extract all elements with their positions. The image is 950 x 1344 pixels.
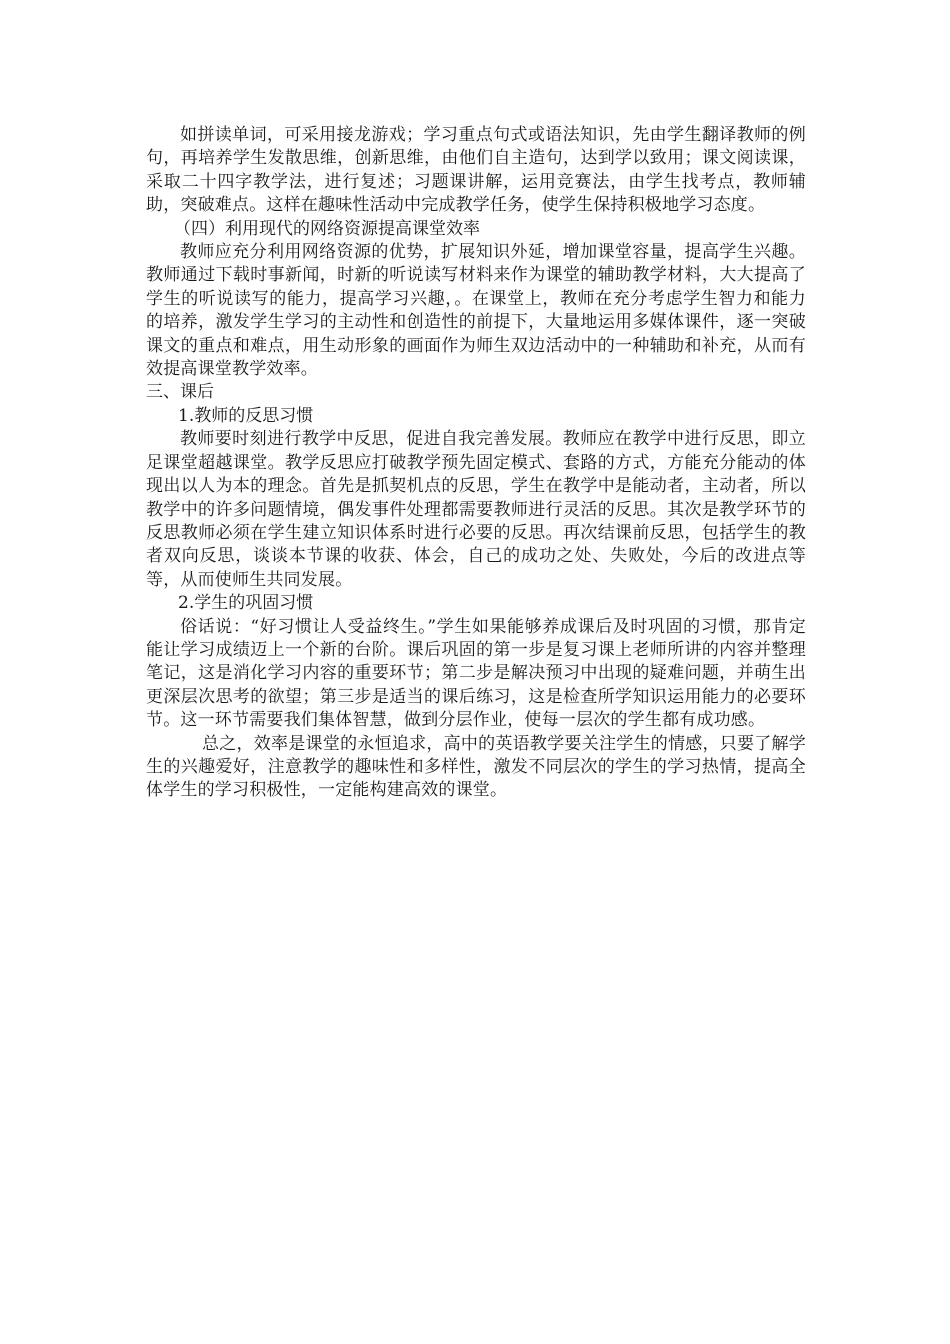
section-heading-after-class: 三、课后: [146, 382, 214, 403]
subheading-student-consolidation: 2.学生的巩固习惯: [178, 593, 314, 614]
document-page: [146, 124, 806, 803]
paragraph-teaching-methods: 如拼读单词，可采用接龙游戏；学习重点句式或语法知识，先由学生翻译教师的例句，再培养学生发散思维，创新思维，由他们自主造句，达到学以致用；课文阅读课，采取二十四字教学法，进行复述；习题课讲解，运用竞赛法，由学生找考点，教师辅助，突破难点。这样在趣味性活动中完成教学任务，使学生保持积极地学习态度。: [146, 125, 806, 216]
paragraph-network-resources: 教师应充分利用网络资源的优势，扩展知识外延，增加课堂容量，提高学生兴趣。教师通过下载时事新闻，时新的听说读写材料来作为课堂的辅助教学材料，大大提高了学生的听说读写的能力，提高学习兴趣，。在课堂上，教师在充分考虑学生智力和能力的培养，激发学生学习的主动性和创造性的前提下，大量地运用多媒体课件，逐一突破课文的重点和难点，用生动形象的画面作为师生双边活动中的一种辅助和补充，从而有效提高课堂教学效率。: [146, 242, 806, 380]
subheading-teacher-reflection: 1.教师的反思习惯: [178, 405, 314, 426]
paragraph-student-consolidation: 俗话说：“好习惯让人受益终生。”学生如果能够养成课后及时巩固的习惯，那肯定能让学习成绩迈上一个新的台阶。课后巩固的第一步是复习课上老师所讲的内容并整理笔记，这是消化学习内容的重要环节；第二步是解决预习中出现的疑难问题，并萌生出更深层次思考的欲望；第三步是适当的课后练习，这是检查所学知识运用能力的必要环节。这一环节需要我们集体智慧，做到分层作业，使每一层次的学生都有成功感。: [146, 616, 806, 731]
paragraph-conclusion: 总之，效率是课堂的永恒追求，高中的英语教学要关注学生的情感，只要了解学生的兴趣爱好，注意教学的趣味性和多样性，激发不同层次的学生的学习热情，提高全体学生的学习积极性，一定能构建高效的课堂。: [146, 733, 806, 801]
subheading-network-resources: （四）利用现代的网络资源提高课堂效率: [174, 218, 480, 239]
paragraph-teacher-reflection: 教师要时刻进行教学中反思，促进自我完善发展。教师应在教学中进行反思，即立足课堂超越课堂。教学反思应打破教学预先固定模式、套路的方式，方能充分能动的体现出以人为本的理念。首先是抓契机点的反思，学生在教学中是能动者，主动者，所以教学中的许多问题情境，偶发事件处理都需要教师进行灵活的反思。其次是教学环节的反思教师必须在学生建立知识体系时进行必要的反思。再次结课前反思，包括学生的教者双向反思，谈谈本节课的收获、体会，自己的成功之处、失败处，今后的改进点等等，从而使师生共同发展。: [146, 429, 806, 590]
